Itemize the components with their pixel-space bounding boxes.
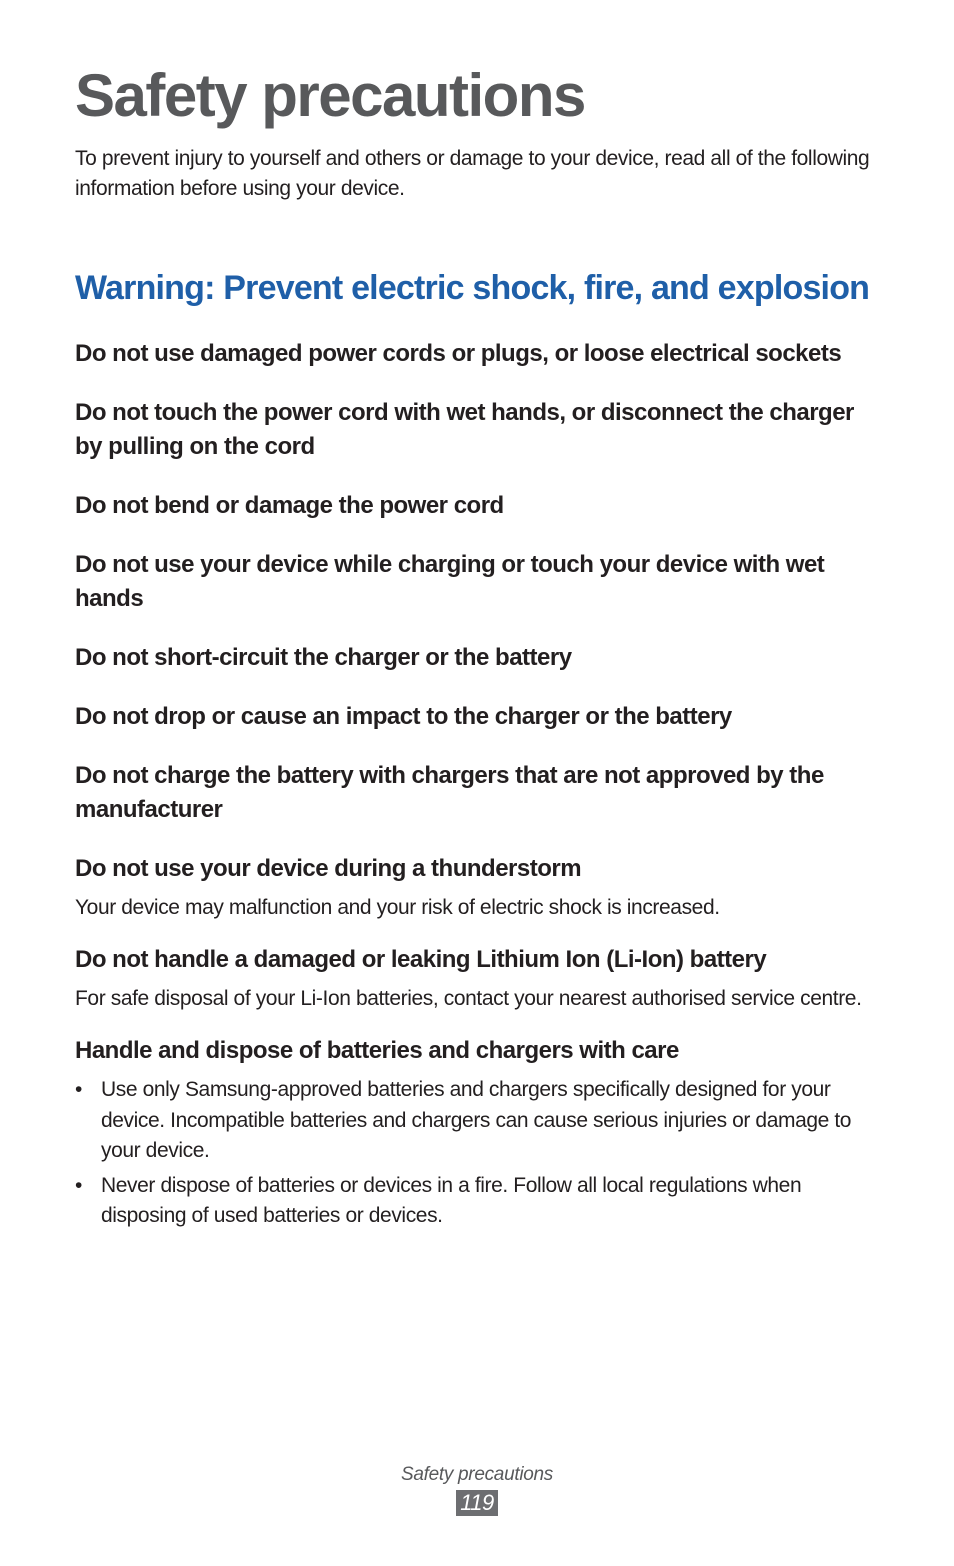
- precaution-description: For safe disposal of your Li-Ion batteries, contact your nearest authorised service centre.: [75, 987, 862, 1010]
- precaution-item: [75, 852, 885, 923]
- precaution-item: [75, 396, 885, 464]
- section-heading-warning: Warning: Prevent electric shock, fire, and explosion: [75, 269, 870, 307]
- precaution-heading: Do not use your device while charging or touch your device with wet hands: [75, 551, 825, 612]
- precaution-heading: Do not handle a damaged or leaking Lithium Ion (Li-Ion) battery: [75, 946, 767, 973]
- footer-label: Safety precautions: [401, 1464, 553, 1485]
- page-footer: [0, 1462, 954, 1516]
- precaution-item: [75, 943, 885, 1014]
- precaution-item: [75, 548, 885, 616]
- precaution-heading: Handle and dispose of batteries and chargers with care: [75, 1037, 679, 1064]
- precaution-item: [75, 700, 885, 734]
- precaution-heading: Do not use damaged power cords or plugs, or loose electrical sockets: [75, 340, 842, 367]
- bullet-list: [75, 1075, 885, 1232]
- precaution-heading: Do not use your device during a thunderstorm: [75, 855, 582, 882]
- precaution-item: [75, 489, 885, 523]
- precaution-item: [75, 641, 885, 675]
- precaution-item: [75, 1034, 885, 1232]
- bullet-icon: •: [75, 1173, 82, 1197]
- precaution-heading: Do not charge the battery with chargers that are not approved by the manufacturer: [75, 762, 824, 823]
- precaution-heading: Do not touch the power cord with wet hands, or disconnect the charger by pulling on the cord: [75, 399, 854, 460]
- precaution-list: [75, 337, 885, 1232]
- intro-paragraph: To prevent injury to yourself and others or damage to your device, read all of the following information before using your device.: [75, 147, 870, 200]
- bullet-icon: •: [75, 1078, 82, 1101]
- precaution-item: [75, 759, 885, 827]
- precaution-heading: Do not short-circuit the charger or the battery: [75, 644, 572, 671]
- precaution-heading: Do not drop or cause an impact to the charger or the battery: [75, 703, 732, 730]
- page-content: [75, 58, 885, 1257]
- precaution-heading: Do not bend or damage the power cord: [75, 492, 504, 519]
- bullet-item: [75, 1171, 885, 1232]
- page-number: 119: [456, 1490, 498, 1516]
- bullet-text: Use only Samsung-approved batteries and chargers specifically designed for your device. Incompatible batteries and chargers can cause serious injuries or damage to your device.: [101, 1078, 852, 1162]
- precaution-description: Your device may malfunction and your risk of electric shock is increased.: [75, 896, 720, 919]
- page-title: Safety precautions: [75, 62, 585, 129]
- bullet-text: Never dispose of batteries or devices in a fire. Follow all local regulations when disposing of used batteries or devices.: [101, 1173, 802, 1227]
- precaution-item: [75, 337, 885, 371]
- bullet-item: [75, 1075, 885, 1167]
